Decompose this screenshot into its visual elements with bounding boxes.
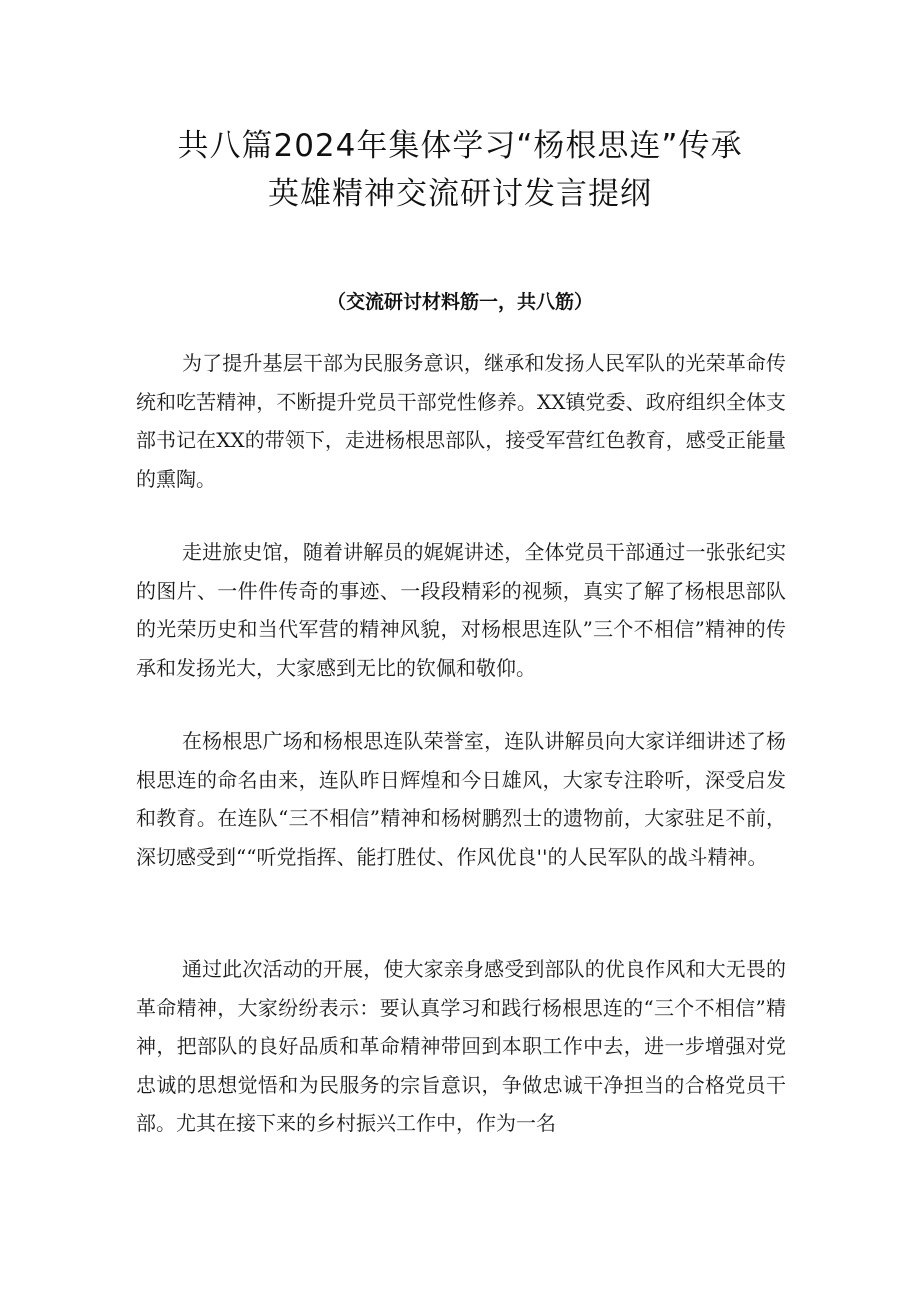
- paragraph-2: 走进旅史馆，随着讲解员的娓娓讲述，全体党员干部通过一张张纪实的图片、一件件传奇的事迹、一段段精彩的视频，真实了解了杨根思部队的光荣历史和当代军营的精神风貌，对杨根思连队”三个不相信”精神的传承和发扬光大，大家感到无比的钦佩和敬仰。: [136, 540, 786, 680]
- document-subtitle: （交流研讨材料筋一，共八筋）: [326, 291, 593, 313]
- paragraph-1: 为了提升基层干部为民服务意识，继承和发扬人民军队的光荣革命传统和吃苦精神，不断提升党员干部党性修养。XX镇党委、政府组织全体支部书记在XX的带领下，走进杨根思部队，接受军营红色教育，感受正能量的熏陶。: [136, 351, 786, 491]
- document-title-line-2: 英雄精神交流研讨发言提纲: [268, 176, 652, 212]
- paragraph-4: 通过此次活动的开展，使大家亲身感受到部队的优良作风和大无畏的革命精神，大家纷纷表示：要认真学习和践行杨根思连的“三个不相信”精神，把部队的良好品质和革命精神带回到本职工作中去，进一步增强对党忠诚的思想觉悟和为民服务的宗旨意识，争做忠诚干净担当的合格党员干部。尤其在接下来的乡村振兴工作中，作为一名: [136, 957, 786, 1135]
- paragraph-3: 在杨根思广场和杨根思连队荣誉室，连队讲解员向大家详细讲述了杨根思连的命名由来，连队昨日辉煌和今日雄风，大家专注聆听，深受启发和教育。在连队“三不相信”精神和杨树鹏烈士的遗物前，大家驻足不前，深切感受到““听党指挥、能打胜仗、作风优良''的人民军队的战斗精神。: [136, 729, 786, 869]
- document-title-line-1: 共八篇2024年集体学习“杨根思连”传承: [177, 128, 743, 164]
